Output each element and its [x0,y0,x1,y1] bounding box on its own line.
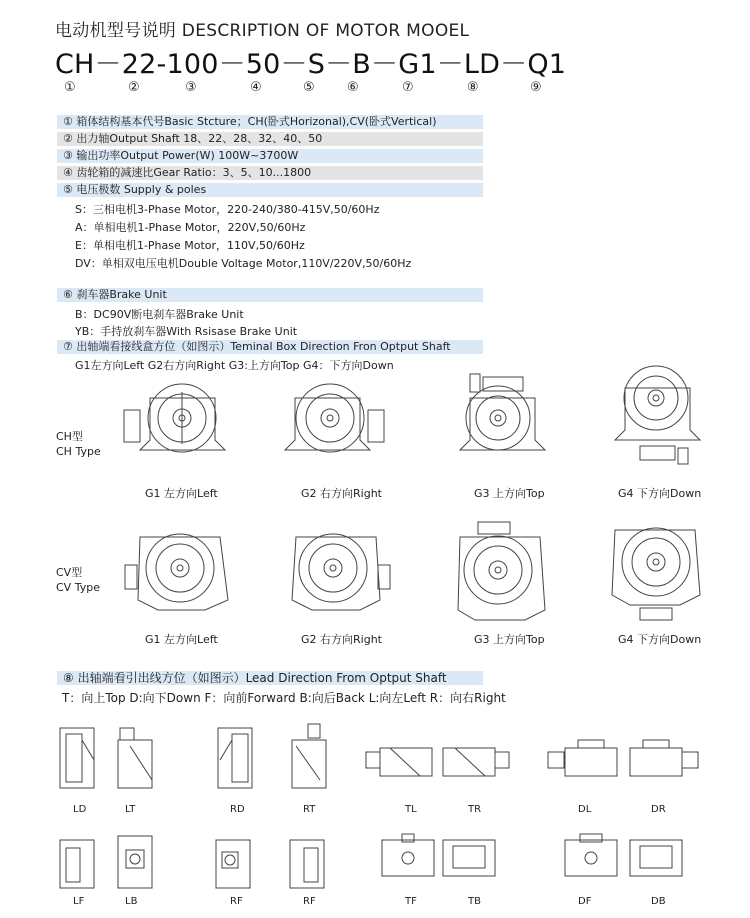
lead-tr-drawing [443,748,509,776]
lead-rd-drawing [218,728,252,788]
cv-caption-g2: G2 右方向Right [301,633,382,646]
marker-8: ⑧ [467,80,479,95]
ch-g2-drawing [285,384,384,452]
lead-label: TB [468,896,481,907]
lead-label: LB [125,896,138,907]
ch-caption-g2: G2 右方向Right [301,487,382,500]
lead-label: RF [303,896,316,907]
cv-g3-drawing [458,522,545,620]
marker-4: ④ [250,80,262,95]
lead-label: RD [230,804,245,815]
lead-label: TR [468,804,482,815]
cv-type-en: CV Type [56,581,100,594]
supply-item: DV：单相双电压电机Double Voltage Motor,110V/220V,50/60Hz [75,257,412,270]
lead-tb-drawing [443,840,495,876]
model-code: CH－22-100－50－S－B－G1－LD－Q1 [55,49,567,80]
lead-dl-drawing [548,740,617,776]
ch-caption-g1: G1 左方向Left [145,487,218,500]
marker-2: ② [128,80,140,95]
brake-item: B：DC90V断电刹车器Brake Unit [75,308,244,321]
ch-g1-drawing [124,384,225,452]
supply-item: S：三相电机3-Phase Motor，220-240/380-415V,50/60Hz [75,203,380,216]
lead-label: RT [303,804,316,815]
lead-direction-legend: T：向上Top D:向下Down F：向前Forward B:向后Back L:向左Left R：向右Right [62,691,506,705]
lead-tf-drawing [382,834,434,876]
lead-label: LT [125,804,136,815]
spec-gear-ratio: ④ 齿轮箱的减速比Gear Ratio：3、5、10...1800 [57,166,483,180]
ch-g3-drawing [460,374,545,450]
spec-output-shaft: ② 出力轴Output Shaft 18、22、28、32、40、50 [57,132,483,146]
cv-type-zh: CV型 [56,566,83,579]
spec-output-power: ③ 输出功率Output Power(W) 100W~3700W [57,149,483,163]
supply-item: E：单相电机1-Phase Motor，110V,50/60Hz [75,239,305,252]
lead-label: LD [73,804,87,815]
ch-caption-g3: G3 上方向Top [474,487,545,500]
lead-lb-drawing [118,836,152,888]
cv-caption-g4: G4 下方向Down [618,633,702,646]
lead-label: LF [73,896,85,907]
lead-rf2-drawing [290,840,324,888]
lead-label: RF [230,896,243,907]
cv-g2-drawing [292,534,390,610]
ch-type-en: CH Type [56,445,101,458]
lead-df-drawing [565,834,617,876]
ch-g4-drawing [615,366,700,464]
lead-label: DL [578,804,592,815]
ch-type-zh: CH型 [56,430,83,443]
lead-label: TL [405,804,417,815]
marker-7: ⑦ [402,80,414,95]
cv-g4-drawing [612,528,700,620]
spec-basic-structure: ① 箱体结构基本代号Basic Stcture；CH(卧式Horizonal),CV(卧式Vertical) [57,115,483,129]
lead-db-drawing [630,840,682,876]
lead-lt-drawing [118,728,152,788]
marker-9: ⑨ [530,80,542,95]
lead-label: TF [405,896,417,907]
lead-label: DB [651,896,666,907]
marker-3: ③ [185,80,197,95]
supply-item: A：单相电机1-Phase Motor，220V,50/60Hz [75,221,306,234]
lead-label: DR [651,804,666,815]
spec-brake-unit: ⑥ 刹车器Brake Unit [57,288,483,302]
lead-dr-drawing [630,740,698,776]
lead-direction-heading: ⑧ 出轴端看引出线方位（如图示）Lead Direction From Optput Shaft [57,671,483,685]
lead-lf-drawing [60,840,94,888]
ch-caption-g4: G4 下方向Down [618,487,702,500]
lead-label: DF [578,896,592,907]
page-title: 电动机型号说明 DESCRIPTION OF MOTOR MOOEL [55,21,470,41]
terminal-directions: G1左方向Left G2右方向Right G3:上方向Top G4：下方向Down [75,359,394,372]
cv-caption-g3: G3 上方向Top [474,633,545,646]
lead-ld-drawing [60,728,94,788]
marker-6: ⑥ [347,80,359,95]
spec-terminal-box: ⑦ 出轴端看接线盒方位（如图示）Teminal Box Direction Fron Optput Shaft [57,340,483,354]
spec-supply-poles: ⑤ 电压极数 Supply & poles [57,183,483,197]
lead-tl-drawing [366,748,432,776]
lead-rt-drawing [292,724,326,788]
cv-caption-g1: G1 左方向Left [145,633,218,646]
cv-g1-drawing [125,534,228,610]
lead-rf-drawing [216,840,250,888]
marker-5: ⑤ [303,80,315,95]
marker-1: ① [64,80,76,95]
brake-item: YB：手持放刹车器With Rsisase Brake Unit [75,325,298,338]
